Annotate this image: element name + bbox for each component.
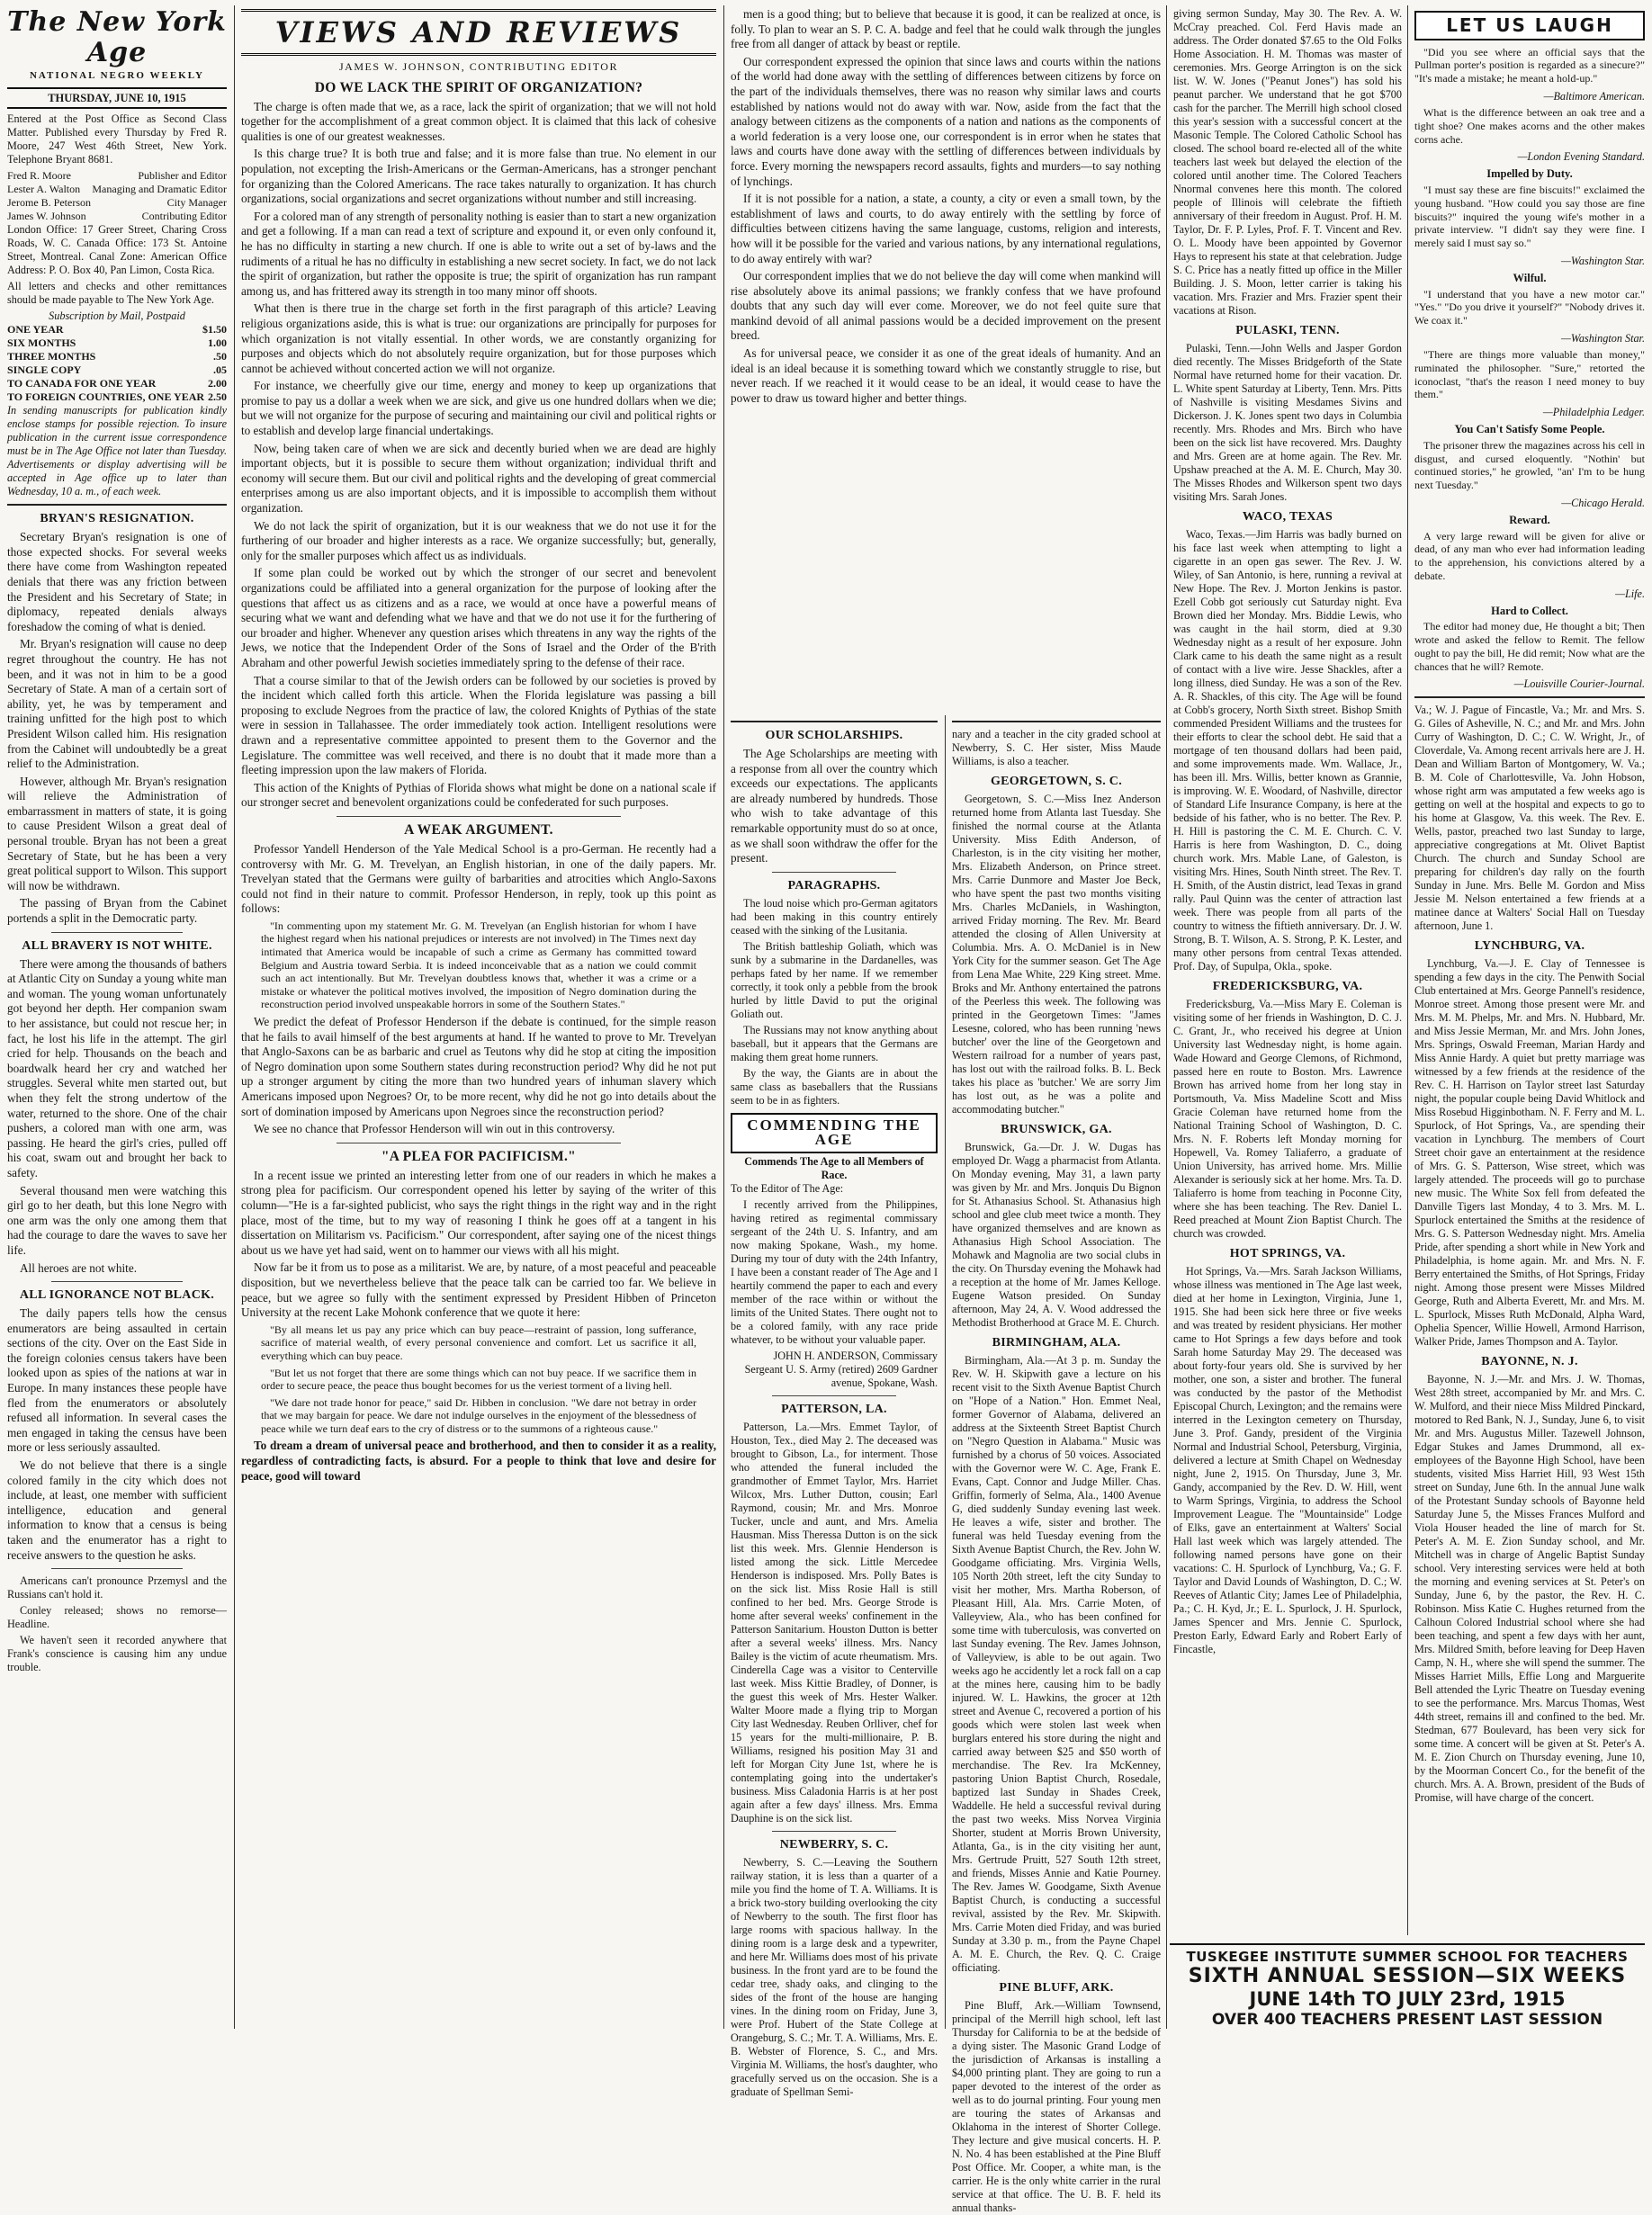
paragraph: We do not lack the spirit of organization, but it is our weakness that we do not use it for the furthering of our broader and higher interests as a race. We organize successfully; but, generally, only for the smaller purposes which affect us as individuals. [241,518,716,562]
commending-subhead: Commends The Age to all Members of Race. [744,1154,924,1181]
joke-text: "There are things more valuable than money," ruminated the philosopher. "Sure," retorted the iconoclast, "that's the reason I need money to buy them." [1414,347,1645,401]
masthead [7,7,227,498]
joke-item [1414,513,1645,601]
dateline: THURSDAY, JUNE 10, 1915 [7,87,227,110]
column-5 [1173,7,1402,1935]
divider [51,1281,183,1282]
headline-georgetown: GEORGETOWN, S. C. [990,775,1123,788]
paragraph: The Age Scholarships are meeting with a response from all over the country which exceeds our expectations. The applicants are already numbered by hundreds. Those who wish to take advantage of this remarkable opportunity must do so at once, as we shall soon withdraw the offer for the present. [731,747,938,865]
paragraph: Several thousand men were watching this girl go to her death, but this lone Negro with one arm was the only one among them that had the courage to dare the waves to save her life. [7,1183,227,1257]
paragraph: However, although Mr. Bryan's resignation will relieve the Administration of embarrassment in matters of state, it is going to cause President Wilson a great deal of personal trouble. Bryan has not been a great Secretary of State, but he has been a very great political support to Wilson. This support will now be withdrawn. [7,774,227,892]
price-value: .05 [213,363,227,377]
paragraph: Now, being taken care of when we are sick and decently buried when we are dead are highly important objects, but it is possible to secure them without organization; individual thrift and economy will secure them. But our civil and political rights and the developing of great commercial enterprises among us are also important objects, and it is impossible to accomplish them without organization. [241,441,716,516]
joke-item [1414,271,1645,345]
staff-row [7,210,227,223]
joke-text: The prisoner threw the magazines across his cell in disgust, and cursed eloquently. "Nothin' but continued stories," he growled, "an' I'm to be hung next Tuesday." [1414,438,1645,492]
joke-item [1414,166,1645,268]
paragraph: All heroes are not white. [20,1260,138,1275]
joke-source: —Life. [1615,587,1645,600]
ad-line-4: OVER 400 TEACHERS PRESENT LAST SESSION [1211,2011,1603,2029]
offices-note: London Office: 17 Greer Street, Charing Cross Roads, W. C. Canada Office: 173 St. Antoine Street, Montreal. Canal Zone: American Office Address: P. O. Box 40, Pan Limon, Costa Rica. [7,223,227,277]
staff-role: Publisher and Editor [138,169,227,183]
staff-name: Fred R. Moore [7,169,71,183]
headline-newberry: NEWBERRY, S. C. [779,1837,889,1852]
paragraph: For a colored man of any strength of personality nothing is easier than to start a new organization and get a following. If a man can read a text of scripture and expound it, or even only confound it, he has no difficulty in starting a new church. If one is able to write out a set of by-laws and the rudiments of a ritual he has no difficulty in establishing a new secret society. In fact, we do not lack the spirit of organization, but rather the opposite is true; the spirit of organization has run rampant among us, and has frittered away its strength in too many minor off shoots. [241,209,716,298]
joke-source: —Chicago Herald. [1561,496,1645,509]
price-label: THREE MONTHS [7,350,96,363]
price-label: SINGLE COPY [7,363,82,377]
joke-item [1414,604,1645,692]
paragraph: The Russians may not know anything about baseball, but it appears that the Germans are making them great home runners. [731,1023,938,1063]
price-value: 2.50 [208,390,227,404]
block-quote: "In commenting upon my statement Mr. G. M. Trevelyan (an English historian for whom I have the highest regard when his national prejudices or interests are not involved) in The Times next day intimated that America would be incapable of such a crime as Germany has committed toward Belgium and Austria toward Serbia. It is indeed inconceivable that as a nation we could commit such an act intentionally. But Mr. Trevelyan doubtless knows that, whether it was a crime or a mistake or whatever the political motives involved, the imposition of Negro domination during the reconstruction period involved unspeakable horrors in some of the Southern States." [261,919,696,1011]
headline-waco: WACO, TEXAS [1242,510,1333,524]
price-value: $1.50 [202,323,227,336]
paragraph: The passing of Bryan from the Cabinet portends a split in the Democratic party. [7,896,227,926]
staff-row [7,196,227,210]
divider [337,816,622,817]
price-row [7,350,227,363]
divider [772,1395,896,1396]
joke-text: What is the difference between an oak tree and a tight shoe? One makes acorns and the other makes corns ache. [1414,105,1645,146]
price-row [7,323,227,336]
price-table [7,323,227,404]
entry-note: Entered at the Post Office as Second Class Matter. Published every Thursday by Fred R. Moore, 247 West 46th Street, New York. Telephone Bryant 8681. [7,112,227,166]
column-rule [945,715,946,2029]
paragraph: We do not believe that there is a single colored family in the city which does not include, at least, one member with sufficient intelligence, education and general information to know that a census is being taken and the enumerator has a right to receive answers to the question he asks. [7,1458,227,1562]
divider [51,932,183,933]
paragraph: If it is not possible for a nation, a state, a county, a city or even a small town, by the establishment of laws and courts, to do away entirely with the settling by force of difficulties between citizens having the same language, customs, religion and interests, how will it be possible for the varied and various nations, by any international regulations, to do away entirely with war? [731,192,1161,265]
paragraph: Hot Springs, Va.—Mrs. Sarah Jackson Williams, whose illness was mentioned in The Age last week, died at her home in Lexington, Virginia, June 1, 1915. She had been sick here three or five weeks and was treated by resident physicians. Her mother came to Hot Springs a few days before and took Sarah home Saturday May 29. The deceased was about forty-four years old. She is survived by her mother, one son, a sister and brother. The funeral was conducted by the pastor of the Methodist Episcopal Church, Lexington; and the remains were interred in the Lexington cemetery on Thursday, June 3. Prof. Gandy, president of the Virginia Normal and Industrial School, Petersburg, Virginia, delivered a lecture at Smith Chapel on Wednesday night, June 2, 1915. On Thursday, June 3, Mr. Gandy, accompanied by the Rev. D. W. Hill, went to Warm Springs, Virginia, to address the School Improvement League. The "Mountainside" Lodge of Elks, gave an entertainment at Walters' Social Hall last week which was largely attended. The following named persons have gone on their vacations: C. H. Spurlock of Lynchburg, Va.; G. F. Taylor and David Lounds of Washington, D. C.; W. Reeves of Atlantic City; James Lee of Philadelphia, Pa.; C. H. Kyd, Jr.; E. L. Spurlock, J. H. Spurlock, James Spencer and Mrs. Jennie C. Spurlock, Preston Early, Edward Early and Robert Early of Fincastle, [1173,1265,1402,1655]
joke-source: —Baltimore American. [1543,89,1645,103]
staff-row [7,169,227,183]
submission-notice: In sending manuscripts for publication kindly enclose stamps for possible rejection. To insure publication in the current issue correspondence must be in The Age Office not later than Tuesday. Advertisements or display advertising will be accepted in Age office up to later than Wednesday, 10 a. m., of each week. [7,404,227,498]
divider [772,1831,896,1832]
price-label: ONE YEAR [7,323,64,336]
masthead-subtitle: NATIONAL NEGRO WEEKLY [29,70,204,81]
headline-brunswick: BRUNSWICK, GA. [1001,1123,1112,1136]
paragraph: Pulaski, Tenn.—John Wells and Jasper Gordon died recently. The Misses Bridgeforth of the State Normal have returned home for their vacation. Dr. L. White spent Saturday at Liberty, Tenn. Mrs. Pitts of Nashville is visiting Mesdames Sivins and Dickerson. J. K. Jones spent two days in Columbia recently. Mrs. Rhodes and Mrs. Birch who have been on the sick list have recovered. Mrs. Daughty and Mrs. Green are at home again. The Rev. Mr. Upshaw preached at the A. M. E. Church, May 30. The Misses Rhodes and Wilkerson spent two days visiting Mrs. Sarah Jones. [1173,342,1402,503]
divider [51,1568,183,1569]
divider [772,872,896,873]
joke-source: —Washington Star. [1560,254,1645,267]
column-3 [731,715,938,2098]
paragraph: We predict the defeat of Professor Henderson if the debate is continued, for the simple reason that he fails to avail himself of the best arguments at hand. If he wanted to prove to Mr. Trevelyan that Anglo-Saxons can be as barbaric and cruel as Teutons why did he stop at citing the imposition of Negro domination upon some Southern states during reconstruction period? Why did he not put up a stronger argument by citing the more than two hundred years of inhuman slavery which Americans imposed upon Negroes? Or, to be more recent, why did he not go into details about the sort of domination imposed by Americans upon Negroes since the reconstruction period? [241,1015,716,1118]
section-title: VIEWS AND REVIEWS [241,9,716,56]
paragraph: The loud noise which pro-German agitators had been making in this country entirely ceased with the sinking of the Lusitania. [731,896,938,937]
paragraph: Newberry, S. C.—Leaving the Southern railway station, it is less than a quarter of a mile you find the home of T. A. Williams. It is a brick two-story building overlooking the city of Newberry to the south. The first floor has large rooms with spacious hallway. In the dining room is a large desk and a typewriter, and here Mr. Williams does most of his private business. In the front yard are to be found the cedar tree, shady oaks, and clinging to the sides of the front of the house are hanging vines. In the dining room on Friday, June 3, were Prof. Hubert of the State College at Orangeburg, S. C.; Mr. T. A. Williams, Mrs. E. B. Webster of Florence, S. C., and Mrs. Virginia M. Williams, the host's daughter, who gracefully served us on the occasion. She is a graduate of Spellman Semi- [731,1855,938,2098]
joke-source: —Washington Star. [1560,331,1645,345]
paragraph: Secretary Bryan's resignation is one of those expected shocks. For several weeks there have come from Washington repeated denials that there was any friction between the President and his Secretary of State; in diplomacy, repeated denials always foreshadow the coming of what is denied. [7,530,227,633]
paragraph: Birmingham, Ala.—At 3 p. m. Sunday the Rev. W. H. Skipwith gave a lecture on his recent visit to the Sixth Avenue Baptist Church on "Hope of a Nation." Hon. Emmet Neal, former Governor of Alabama, delivered an address at the Sixteenth Street Baptist Church on "Negro Question in Alabama." Music was furnished by a chorus of 50 voices. Associated with the Governor were W. C. Age, Frank E. Evans, Capt. Connor and Judge Miller. Chas. Griffin, formerly of Selma, Ala., 1400 Avenue G, died suddenly Sunday evening last week. He leaves a wife, sister and brother. The funeral was held Tuesday evening from the Sixth Avenue Baptist Church, the Rev. John W. Goodgame officiating. Mrs. Virginia Wells, 105 North 20th street, left the city Sunday to visit her mother, Mrs. Martha Roberson, of Pleasant Hill, Ala. Mrs. Carrie Moten, of Valleyview, Ala., who has been confined for some time with tuberculosis, was converted on last Sunday evening. The Rev. James Johnson, of Valleyview, is able to be out again. Two weeks ago he accidently let a rock fall on a cap at the mines here, causing him to be badly injured. W. L. Hawkins, the grocer at 12th street and Avenue C, recovered a portion of his goods which were stolen last week when burglars entered his store during the night and carried away between $25 and $50 worth of merchandise. The Rev. Ira McKenney, pastoring Union Baptist Church, Rosedale, baptized last Sunday in Shades Creek, Waddelle. He held a successful revival during the past two weeks. Miss Norvea Virginia Shorter, student at Morris Brown University, Atlanta, Ga., is in the city visiting her aunt, Mrs. Gertrude Pruitt, 527 South 12th street, and friends, Misses Annie and Katie Pourney. The Rev. James W. Goodgame, Sixth Avenue Baptist Church, is conducting a successful revival, assisted by the Rev. Mr. Skipwith. Mrs. Carrie Moten died Friday, and was buried Sunday at 3.30 p. m., from the Payne Chapel A. M. E. Church, the Rev. Q. C. Craige officiating. [952,1354,1161,1974]
headline-pine-bluff: PINE BLUFF, ARK. [999,1981,1114,1995]
joke-head: Reward. [1509,513,1550,526]
paragraph: In a recent issue we printed an interesting letter from one of our readers in which he makes a strong plea for pacificism. Our correspondent opened his letter by saying of the writer of this column—"He is a far-sighted publicist, who says the right things in the right way and in the right place, most of the time, but to my way of reasoning I think he goes off at a tangent in his dissertation on Militarism vs. Pacificism." Our correspondent, after saying one of the nicest things about us we have yet had said, went on to hammer our views with all his might. [241,1168,716,1257]
paragraph: Now far be it from us to pose as a militarist. We are, by nature, of a most peaceful and peaceable disposition, but we nevertheless believe that the peace talk can be carried too far. We believe in peace, but we agree so fully with the sentiment expressed by President Hibben of Princeton University at the recent Lake Mohonk conference that we quote it here: [241,1260,716,1320]
ad-line-1: TUSKEGEE INSTITUTE SUMMER SCHOOL FOR TEACHERS [1186,1949,1629,1965]
price-label: TO FOREIGN COUNTRIES, ONE YEAR [7,390,205,404]
staff-name: James W. Johnson [7,210,86,223]
paragraph: giving sermon Sunday, May 30. The Rev. A. W. McCray preached. Col. Ferd Havis made an address. The Order donated $7.65 to the Old Folks Home Association. H. M. Thomas was master of ceremonies. Mrs. George Arrington is on the sick list. W. W. Jones ("Peanut Jones") has sold his peanut parcher. We understand that he got $700 cash for the parcher. The Merrill high school closed this year's session with a successful concert at the Masonic Temple. The Colored Catholic School has closed. The school board re-elected all of the white teachers last week but delayed the election of the colored until another time. The Colored Teachers Nnormal convenes here this month. The colored people of Illinois will celebrate the fiftieth anniversary of their freedom in August. Prof. H. M. Taylor, Dr. F. P. Lyles, Prof. F. T. Vincent and Rev. O. L. Moody have been appointed by Governor Hays to represent his state at that celebration. Judge S. C. Price has a neatly fitted up office in the Miller Building. J. S. Moon, letter carrier is taking his vacation. Mrs. Frazier and Mrs. Frazier spent their vacations at Rison. [1173,7,1402,317]
masthead-title: The New York Age [7,6,227,68]
paragraph: The charge is often made that we, as a race, lack the spirit of organization; that we will not hold together for the accomplishment of a great common object. It is claimed that this lack of cohesive qualities is one of our greatest weaknesses. [241,99,716,143]
price-row [7,363,227,377]
paragraph: Pine Bluff, Ark.—William Townsend, principal of the Merrill high school, left last Thursday for California to be at the bedside of a dying sister. The Masonic Grand Lodge of the jurisdiction of Arkansas is installing a $4,000 printing plant. They are going to run a paper devoted to the interest of the order as well as to do journal printing. Four young men are touring the states of Arkansas and Oklahoma in the interest of Shorter College. They lecture and give musical concerts. H. P. N. No. 4 has been established at the Pine Bluff Post Office. Mr. Cooper, a white man, is the carrier. He is the only white carrier in the rural service at that office. The U. B. F. held its annual thanks- [952,1999,1161,2214]
joke-head: Impelled by Duty. [1486,167,1573,181]
headline-bayonne: BAYONNE, N. J. [1481,1355,1578,1369]
joke-text: "I understand that you have a new motor car." "Yes." "Do you drive it yourself?" "Nobody drives it. We coax it." [1414,287,1645,327]
paragraph: Lynchburg, Va.—J. E. Clay of Tennessee is spending a few days in the city. The Penwith Social Club entertained at Mrs. George Pannell's residence, Monroe street. Among those present were Mr. and Mrs. M. M. Phelps, Mr. and Mrs. N. Hubbard, Mr. and Miss Jessie Merman, Mr. and Mrs. John Jones, Mrs. Springs, Oswald Freeman, Marian Hardy and Miss Annie Hardy. A quiet but pretty marriage was witnessed by a few friends at the residence of the Rev. C. H. Harrison on Taylor street last Saturday night, the popular couple being David Whitlock and Miss Rosebud Higginbotham. N. F. Ferry and M. L. Spurlock, of Hot Springs, Va., are spending their vacation in Lynchburg. The members of Court Street choir gave an entertainment at the residence of Mrs. G. S. Patterson, Wise street, which was largely attended. The proceeds will go to purchase new music. The White Sox fell from defeated the Danville Tigers last Monday, 4 to 3. Mrs. M. L. Spurlock entertained the Smiths at the residence of Mrs. G. S. Patterson Wednesday night. Mrs. Amelia Pride, after spending a short while in New York and Philadelphia, is home again. Mr. and Mrs. N. F. Berry entertained the Smiths, of Hot Springs, Friday night. Among those present were Misses Mildred George, Ruth and Alberta Everett, Mr. and Mrs. M. L. Spurlock, Misses Ruth McDonald, Alpha Ward, Ophelia Spencer, Willie Howell, Armond Harrison, Walker Pride, James Thompson and A. Taylor. [1414,957,1645,1349]
paragraph: This action of the Knights of Pythias of Florida shows what might be done on a national scale if our stronger secret and benevolent organizations could be confederated for such purposes. [241,780,716,810]
column-1 [7,7,227,2027]
column-6 [1414,7,1645,1935]
paragraph: As for universal peace, we consider it as one of the great ideals of humanity. And an ideal is an ideal because it is something toward which we constantly struggle to rise, but never reach. If we reached it it would cease to be an ideal, it would cease to have the power to draw us toward higher and better things. [731,346,1161,405]
subscription-label: Subscription by Mail, Postpaid [49,309,185,323]
paragraph: The British battleship Goliath, which was sunk by a submarine in the Dardanelles, was perhaps fated by her name. If we remember correctly, it took only a pebble from the brook hurled by little David to put the original Goliath out. [731,939,938,1020]
paragraph: Va.; W. J. Pague of Fincastle, Va.; Mr. and Mrs. S. G. Giles of Asheville, N. C.; and Mr. and Mrs. John Curry of Washington, D. C.; C. W. Wright, Jr., of Cloverdale, Va. Among recent arrivals here are J. H. Dean and William Barton of Montgomery, W. Va.; B. M. Cole of Charlottesville, Va. John Hobson, whose right arm was amputated a few weeks ago is getting on well at the hospital and expects to go to his home at Glasgow, Va. this week. The Rev. E. Wells, pastor, preached two last Sunday to large, appreciative congregations at Mt. Olivet Baptist Church. The church and Sunday School are preparing for children's day rally on the fourth Sunday in June. Mrs. Belle M. Gordon and Miss Jessie M. Nelson entertained a few friends at a matinee dance at Walters' Social Hall on Tuesday afternoon, June 1. [1414,704,1645,933]
headline-hot-springs: HOT SPRINGS, VA. [1229,1247,1346,1260]
letter-signature: JOHN H. ANDERSON, Commissary Sergeant U. S. Army (retired) 2609 Gardner avenue, Spokane, Wash. [744,1349,938,1389]
paragraph: Georgetown, S. C.—Miss Inez Anderson returned home from Atlanta last Tuesday. She finished the normal course at the Atlanta University. Miss Edith Anderson, of Charleston, is in the city visiting her mother, Mrs. Elizabeth Anderson, on Prince street. Mrs. Carrie Dunmore and Master Joe Beck, who have spent the past two months visiting Mrs. Charles McDaniels, in Washington, arrived Friday morning. The Rev. Mr. Beard attended the closing of Allen University at Columbia. Mrs. A. O. McDaniel is in New York City for the summer season. Get The Age from Lena Mae White, 229 King street. Mme. Broks and Mr. Anthony entertained the patrons of the Peerless this week. The following was printed in the Georgetown Times: "James Lesesne, colored, who has been running 'news butcher' over the line of the Georgetown and Western railroad for a number of years past, has lost out with the railroad folks. B. L. Beck takes his place as 'butcher.' We are sorry Jim has lost out, as he was a polite and accommodating butcher." [952,793,1161,1116]
paragraph: The daily papers tells how the census enumerators are being assaulted in certain sections of the city. Over on the East Side in the foreign colonies census takers have been looked upon as spies of the nations at war in Europe. In many instances these people have fled from the enumerators or absolutely refused all information. In several cases the men engaged in taking the census have been more or less seriously assaulted. [7,1306,227,1455]
joke-text: "I must say these are fine biscuits!" exclaimed the young husband. "How could you say those are fine biscuits?" inquired the young wife's mother in a private interview. "I didn't say they were fine. I merely said I must say so." [1414,183,1645,250]
column-4 [952,715,1161,2214]
headline-birmingham: BIRMINGHAM, ALA. [992,1336,1121,1350]
block-quote: "But let us not forget that there are some things which can not buy peace. If we sacrifice them in order to secure peace, the peace thus bought becomes for us the veriest torment of a living hell. [261,1366,696,1393]
paragraph: For instance, we cheerfully give our time, energy and money to keep up organizations that promise to pay us a dollar a week when we are sick, and give us one hundred dollars when we die; but we will not organize for the purpose of securing and maintaining our civil and political rights or to establish and develop large financial undertakings. [241,379,716,438]
price-row [7,336,227,350]
paragraph: If some plan could be worked out by which the stronger of our secret and benevolent organizations could be affiliated into a general organization for the purpose of looking after the questions that affect us as citizens and as a race, we would at once have a powerful means of securing what we want and defending what we have and that we do not use it for the furthering of our broader and higher. Whenever any question arises which threatens in any way the rights of the Jews, we notice that the Independent Order of the Sons of Israel and the Order of the B'rith Abraham and other powerful Jewish societies immediately spring to the defense of their race. [241,566,716,669]
divider [7,504,227,506]
column-rule [234,5,235,2029]
paragraph: Is this charge true? It is both true and false; and it is more false than true. No element in our population, not excepting the Irish-Americans or the German-Americans, has a stronger penchant for organizing than the Colored Americans. The race takes naturally to organization. It has church organizations, social organizations and secret organizations without number and still increasing. [241,147,716,206]
paragraph: Our correspondent expressed the opinion that since laws and courts within the nations of the world had done away with the settling of differences between citizens by force on the part of the individuals themselves, there was no reason why similar laws and courts established by nations would not do away with war. Now, aside from the fact that the analogy between citizens as the components of a nation and nations as the components of a world federation is a very loose one, our correspondent is in error when he states that laws and courts have done away with the settling of differences between individuals by force. Every morning the newspapers record assaults, fights and murders—to say nothing of lynchings. [731,54,1161,188]
joke-head: You Can't Satisfy Some People. [1454,423,1605,436]
headline-ignorance: ALL IGNORANCE NOT BLACK. [19,1288,215,1303]
headline-patterson: PATTERSON, LA. [781,1402,887,1416]
letter-body: I recently arrived from the Philippines, having retired as regimental commissary sergeant of the 24th U. S. Infantry, and am now making Spokane, Wash., my home. During my tour of duty with the 24th Infantry, I have been a constant reader of The Age and I heartily commend the paper to each and every member of the race within or without the limits of the United States. There ought not to be a colored family, with any race pride whatever, to be without your valuable paper. [731,1197,938,1346]
remit-note: All letters and checks and other remittances should be made payable to The New York Age. [7,280,227,307]
price-row [7,377,227,390]
paragraph: There were among the thousands of bathers at Atlantic City on Sunday a young white man and woman. The young woman unfortunately got beyond her depth. Her companion swam to her assistance, but could not rescue her; in fact, he lost his life in the attempt. The girl cried for help. Thousands on the beach and boardwalk heard her cry and watched her struggles. Several white men started out, but when they felt the strong undertow of the water, returned to the shore. One of the chair pushers, a colored man with one arm, was passing. He heard the girl's cries, pulled off his coat, swam out and brought her back to safety. [7,956,227,1179]
paragraph: Waco, Texas.—Jim Harris was badly burned on his face last week when attempting to light a cigarette in an open gas sewer. The Rev. J. W. Wiley, of San Antonio, is here, running a revival at New Hope. The Rev. J. Morton Jenkins is pastor. Ezell Cobb got seriously cut Saturday night. Eva Brown died her Monday. Mrs. Biddie Lewis, who was caught in the hail storm, died at 9.30 Wednesday night as a result of her exposure. John Clark came to his death the same night as a result of contact with a live wire. Jesse Shackles, after a long illness, died Sunday. He was a son of the Rev. A. R. Shackles, of this city. The Age will be found at Cobb's grocery, North Sixth street. Bishop Smith commended President Williams and the trustees for their efforts to clear the school debt. He said that a mortgage of ten thousand dollars had been paid, and some improvements made. Wm. Wallace, Jr., has been ill. Mrs. Willis, better known as Grannie, is improving. W. E. Woodard, of Nashville, director of Standard Life Insurance Company, is here at the bedside of his father, who is no better. The Rev. P. H. Hill is pastoring the C. M. E. Church. C. V. Harris is here from Washington, D. C., doing church work. Mrs. Mable Lane, of Galeston, is visiting Mrs. Hines, South Ninth street. The Rev. T. H. Smith, of the Austin district, lead Texas in grand rally. Paul Quinn was the center of attraction last week. There was people from all parts of the country to witness the fiftieth anniversary. Dr. J. W. Strong, B. T. Wilson, A. S. Strong, P. K. Lester, and many other persons from central Texas attended. Prof. Day, of Supulpa, Okla., spoke. [1173,528,1402,973]
paragraph: Patterson, La.—Mrs. Emmet Taylor, of Houston, Tex., died May 2. The deceased was brought to Gibson, La., for interment. Those who attended the funeral included the grandmother of Emmet Taylor, Mrs. Harriet Wilcox, Mrs. Luther Dutton, cousin; Earl Raymond, cousin; Mr. and Mrs. Monroe Tucker, uncle and aunt, and Mrs. Amelia Hausman. Miss Theressa Dutton is on the sick list this week. Mrs. Glennie Henderson is listed among the sick. Little Mercedee Henderson is indisposed. Mrs. Polly Bates is on the sick list. Miss Rosie Hall is still confined to her bed. Mrs. George Strode is home after several weeks' confinement in the Patterson Sanitarium. Houston Dutton is better after a several weeks' illness. Mrs. Nancy Bailey is the victim of acute rheumatism. Mrs. Cinderella Cage was a visitor to Centerville last week. Miss Kittie Bradley, of Donner, is the guest this week of Mrs. Hester Walker. Walter Moore made a flying trip to Morgan City last Wednesday. Reuben Orlliver, chef for 15 years for the multi-millionaire, P. B. Williams, resigned his position May 31 and left for Morgan City June 1st, where he is contemplating going into the undertaker's business. Miss Caladonia Harris is at her post again after a few days' illness. Mrs. Emma Dauphine is on the sick list. [731,1420,938,1825]
paragraph: men is a good thing; but to believe that because it is good, it can be realized at once, is folly. To plan to wear an S. P. C. A. badge and feel that he could walk through the jungles free from all danger of attack by beast or reptile. [731,7,1161,51]
joke-item [1414,106,1645,164]
column-rule [723,5,724,2029]
joke-item [1414,422,1645,510]
divider [952,721,1161,722]
joke-source: —Louisville Courier-Journal. [1513,677,1645,691]
paragraph: Mr. Bryan's resignation will cause no deep regret throughout the country. He has not been, and it was not in him to be a good Secretary of State. A man of a certain sort of ability, yet, he was by temperament and training unfitted for the high post to which President Wilson called him. His resignation from the Cabinet will undoubtedly be a great relief to the Administration. [7,637,227,771]
headline-weak-argument: A WEAK ARGUMENT. [404,821,553,838]
staff-row [7,183,227,196]
joke-source: —London Evening Standard. [1517,150,1645,164]
price-label: SIX MONTHS [7,336,76,350]
ad-line-3: JUNE 14th TO JULY 23rd, 1915 [1249,1988,1566,2010]
column-rule [1407,5,1408,1935]
let-us-laugh-box: LET US LAUGH [1414,11,1645,40]
staff-list [7,169,227,223]
joke-head: Hard to Collect. [1491,604,1568,617]
paragraph: By the way, the Giants are in about the same class as baseballers that the Russians seem to be in as fighters. [731,1066,938,1107]
quip: Americans can't pronounce Przemysl and the Russians can't hold it. [7,1574,227,1601]
block-quote: "By all means let us pay any price which can buy peace—restraint of passion, long sufferance, sacrifice of material wealth, of every personal convenience and comfort. Let us sacrifice it all, everything which can buy peace. [261,1323,696,1362]
quip: We haven't seen it recorded anywhere that Frank's conscience is causing him any undue trouble. [7,1634,227,1674]
commending-the-age-box: COMMENDING THE AGE [731,1113,938,1153]
divider [1414,696,1645,698]
paragraph: Bayonne, N. J.—Mr. and Mrs. J. W. Thomas, West 28th street, accompanied by Mr. and Mrs. C. W. Mulford, and their niece Miss Mildred Pinckard, motored to Red Bank, N. J., Sunday, June 6, to visit Mr. and Mrs. Augustus Miller. Tazewell Johnson, Edgar Stukes and James Drummond, all ex-employees of the Bayonne High School, have been students, visited Miss Harriet Hill, 93 West 15th street on Sunday, June 6th. In the annual June walk of the Protestant Sunday schools of Bayonne held Saturday June 5, the Misses Frances Mulford and Viola Houser headed the line of march for St. Peter's A. M. E. Zion Sunday school, and Mr. Mitchell was in charge of Angelic Baptist Sunday school. Very interesting services were held at both the morning and evening services at St. Peter's on Sunday, June 6, by the pastor, the Rev. H. C. Robinson. Miss Katie C. Hughes returned from the Calhoun Colored Industrial school where she had been teaching, and spent a few days with her aunt, Mrs. Mildred Smith, before leaving for Deep Haven Camp, N. H., where she will spend the summer. The Misses Harriet Mills, Effie Long and Marguerite Bell attended the Lyric Theatre on Tuesday evening to see the performance. Mrs. Marcus Thomas, West 44th street, remains ill and confined to the bed. Mr. Stedman, 677 Boulevard, has been very sick for some time. A concert will be given at St. Peter's A. M. E. Zion Church on Thursday evening, June 10, by the Moorman Concert Co., for the benefit of the church. Mrs. A. A. Brown, president of the Buds of Promise, will have charge of the concert. [1414,1373,1645,1805]
paragraph: To dream a dream of universal peace and brotherhood, and then to consider it as a reality, regardless of contradicting facts, is absurd. For a people to think that love and desire for peace, good will toward [241,1439,716,1483]
byline: JAMES W. JOHNSON, CONTRIBUTING EDITOR [339,60,618,73]
joke-head: Wilful. [1513,271,1547,284]
joke-item [1414,46,1645,103]
headline-scholarships: OUR SCHOLARSHIPS. [765,729,903,742]
headline-fredericksburg: FREDERICKSBURG, VA. [1212,980,1363,993]
joke-text: "Did you see where an official says that the Pullman porter's position is regarded as a sinecure?" "It's made a mistake; he meant a hold-up." [1414,45,1645,85]
paragraph: What then is there true in the charge set forth in the first paragraph of this article? Leaving religious organizations aside, this is what is true: our organizations are principally for purposes for which organization is not vitally essential. In other words, we are constantly organizing for purposes and objects which do not absolutely require organization, but for those purposes which cannot be achieved without concerted action we will not organize. [241,301,716,375]
paragraph: Fredericksburg, Va.—Miss Mary E. Coleman is visiting some of her friends in Washington, D. C. J. C. Grant, Jr., who received his degree at Union University last Wednesday night, is home again. Wade Howard and George Clemons, of Richmond, passed here en route to Boston. Mrs. Lawrence Brown has arrived home from her long stay in Portsmouth, Va. Miss Madeline Scott and Miss Gracie Coleman have returned home from the National Training School of Washington, D. C. Mrs. N. F. Roberts left Monday morning for Hopewell, Va. Romey Taliaferro, a graduate of Union University, has arrived home. Mrs. Millie Alexander is seriously sick at her home. Mrs. Ta. D. Taliaferro is home from teaching in Poconne City, where she has been teaching. The Rev. Daniel L. Reed preached at Mount Zion Baptist Church. The church was crowded. [1173,998,1402,1240]
paragraph: Professor Yandell Henderson of the Yale Medical School is a pro-German. He recently had a controversy with Mr. G. M. Trevelyan, an English historian, in one of the daily papers. Mr. Trevelyan stated that the Germans were guilty of barbarities and atrocities which Anglo-Saxons could not find in their nature to commit. Professor Henderson, in reply, took up this point as follows: [241,841,716,916]
staff-name: Jerome B. Peterson [7,196,91,210]
price-value: .50 [213,350,227,363]
letter-salutation: To the Editor of The Age: [731,1181,844,1195]
headline-bryan: BRYAN'S RESIGNATION. [40,512,194,526]
paragraph: Our correspondent implies that we do not believe the day will come when mankind will rise absolutely above its animal passions; we frankly confess that we have profound doubts that any such day will ever come. Moreover, we do not feel quite sure that mankind devoid of all animal passions would be a decided improvement on the present breed. [731,269,1161,343]
ad-line-2: SIXTH ANNUAL SESSION—SIX WEEKS [1188,1965,1627,1987]
quip: Conley released; shows no remorse—Headline. [7,1604,227,1631]
staff-role: Contributing Editor [141,210,227,223]
price-label: TO CANADA FOR ONE YEAR [7,377,157,390]
tuskegee-advertisement [1170,1943,1645,2027]
headline-bravery: ALL BRAVERY IS NOT WHITE. [22,938,212,953]
paragraph: We see no chance that Professor Henderson will win out in this controversy. [254,1122,615,1136]
paragraph: nary and a teacher in the city graded school at Newberry, S. C. Her sister, Miss Maude Williams, is also a teacher. [952,728,1161,767]
joke-source: —Philadelphia Ledger. [1542,406,1645,419]
price-value: 1.00 [208,336,227,350]
headline-pulaski: PULASKI, TENN. [1235,324,1340,337]
paragraph: That a course similar to that of the Jewish orders can be followed by our societies is proved by the incident which called forth this article. When the Florida legislature was passing a bill proposing to exclude Negroes from the practice of law, the colored Knights of Pythias of the state were in session in Tallahassee. The order immediately took action. Intelligent resolutions were drawn and a representative committee appointed to present them to the Governor and the Legislature. The committee was well received, and there is no doubt that it made more than a fleeting impression upon the law makers of Florida. [241,673,716,777]
column-3-continuation [731,7,1161,709]
headline-lynchburg: LYNCHBURG, VA. [1474,939,1585,954]
column-rule [1166,5,1167,2029]
headline-spirit: DO WE LACK THE SPIRIT OF ORGANIZATION? [314,79,643,95]
price-row [7,390,227,404]
joke-text: A very large reward will be given for alive or dead, of any man who ever had information leading to the apprehension, his convictions altered by a debate. [1414,529,1645,582]
paragraph: Brunswick, Ga.—Dr. J. W. Dugas has employed Dr. Wagg a pharmacist from Atlanta. On Monday evening, May 31, a lawn party was given by Mr. and Mrs. Jonquis Du Bignon for St. Athanasius School. St. Athanasius high school and glee club meet twice a month. They have organized themselves and are known as Athanasius High School Association. The Mohawk and Magnolia are two social clubs in the city. On Thursday evening the Mohawk had a reception at the home of Mr. James Kelloge. Eugene Watson presided. On Sunday afternoon, May 24, A. V. Wood addressed the Methodist Brotherhood at Grace M. E. Church. [952,1141,1161,1329]
staff-role: Managing and Dramatic Editor [92,183,227,196]
joke-item [1414,348,1645,419]
headline-pacificism: "A PLEA FOR PACIFICISM." [381,1148,577,1164]
joke-text: The editor had money due, He thought a bit; Then wrote and asked the fellow to Remit. The fellow ought to pay the bill, He did remit; Now what are the chances that he will? Remote. [1414,620,1645,673]
price-value: 2.00 [208,377,227,390]
staff-name: Lester A. Walton [7,183,81,196]
column-2 [241,7,716,2027]
divider [731,721,938,722]
headline-paragraphs: PARAGRAPHS. [787,878,881,892]
staff-role: City Manager [166,196,227,210]
block-quote: "We dare not trade honor for peace," said Dr. Hibben in conclusion. "We dare not betray in order that we may bargain for peace. We dare not indulge ourselves in the enjoyment of the blessedness of peace while we turn deaf ears to the cry of distress or to the summons of a righteous cause." [261,1395,696,1435]
